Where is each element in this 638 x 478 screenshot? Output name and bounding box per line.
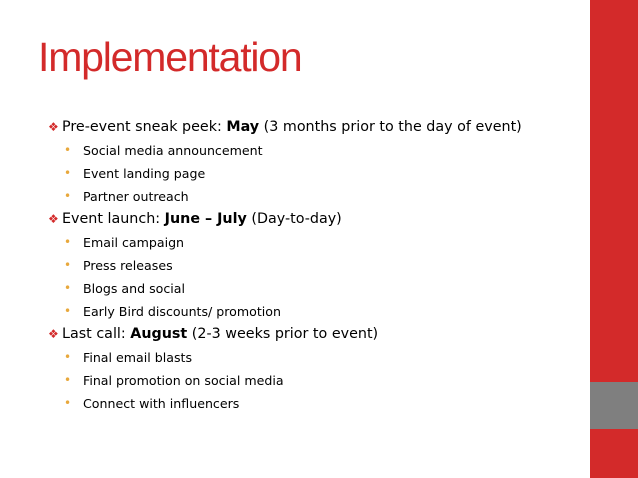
bullet-dot-icon: • [64, 396, 72, 410]
list-item [48, 231, 578, 254]
list-item-label: Press releases [83, 258, 173, 273]
section-suffix: (2-3 weeks prior to event) [187, 326, 379, 342]
list-item [48, 369, 578, 392]
slide-title: Implementation [38, 34, 302, 80]
section-highlight: August [130, 326, 188, 342]
diamond-bullet-icon: ❖ [48, 327, 59, 341]
section-heading [48, 323, 578, 346]
list-item [48, 277, 578, 300]
list-item-label: Early Bird discounts/ promotion [83, 304, 281, 319]
list-item [48, 346, 578, 369]
bullet-dot-icon: • [64, 281, 72, 295]
list-item [48, 162, 578, 185]
bullet-dot-icon: • [64, 304, 72, 318]
section-label: Event launch: [62, 211, 165, 227]
list-item [48, 254, 578, 277]
bullet-dot-icon: • [64, 258, 72, 272]
section-highlight: June – July [164, 211, 247, 227]
list-item [48, 185, 578, 208]
list-item-label: Blogs and social [83, 281, 186, 296]
slide-content [48, 116, 578, 415]
bullet-dot-icon: • [64, 143, 72, 157]
section-highlight: May [226, 119, 260, 135]
section-heading [48, 208, 578, 231]
list-item-label: Connect with influencers [83, 396, 240, 411]
diamond-bullet-icon: ❖ [48, 212, 59, 226]
bullet-dot-icon: • [64, 373, 72, 387]
list-item-label: Event landing page [83, 166, 206, 181]
sidebar-accent-red-bottom [590, 429, 638, 478]
list-item [48, 300, 578, 323]
section-suffix: (Day-to-day) [246, 211, 342, 227]
bullet-dot-icon: • [64, 166, 72, 180]
section-heading [48, 116, 578, 139]
list-item [48, 139, 578, 162]
sidebar-accent-gray [590, 382, 638, 429]
diamond-bullet-icon: ❖ [48, 120, 59, 134]
section-label: Pre-event sneak peek: [62, 119, 227, 135]
sidebar-accent-red [590, 0, 638, 382]
list-item [48, 392, 578, 415]
section-suffix: (3 months prior to the day of event) [259, 119, 522, 135]
list-item-label: Final email blasts [83, 350, 193, 365]
bullet-dot-icon: • [64, 189, 72, 203]
bullet-dot-icon: • [64, 235, 72, 249]
list-item-label: Email campaign [83, 235, 185, 250]
list-item-label: Final promotion on social media [83, 373, 284, 388]
list-item-label: Social media announcement [83, 143, 263, 158]
section-label: Last call: [62, 326, 131, 342]
list-item-label: Partner outreach [83, 189, 189, 204]
bullet-dot-icon: • [64, 350, 72, 364]
